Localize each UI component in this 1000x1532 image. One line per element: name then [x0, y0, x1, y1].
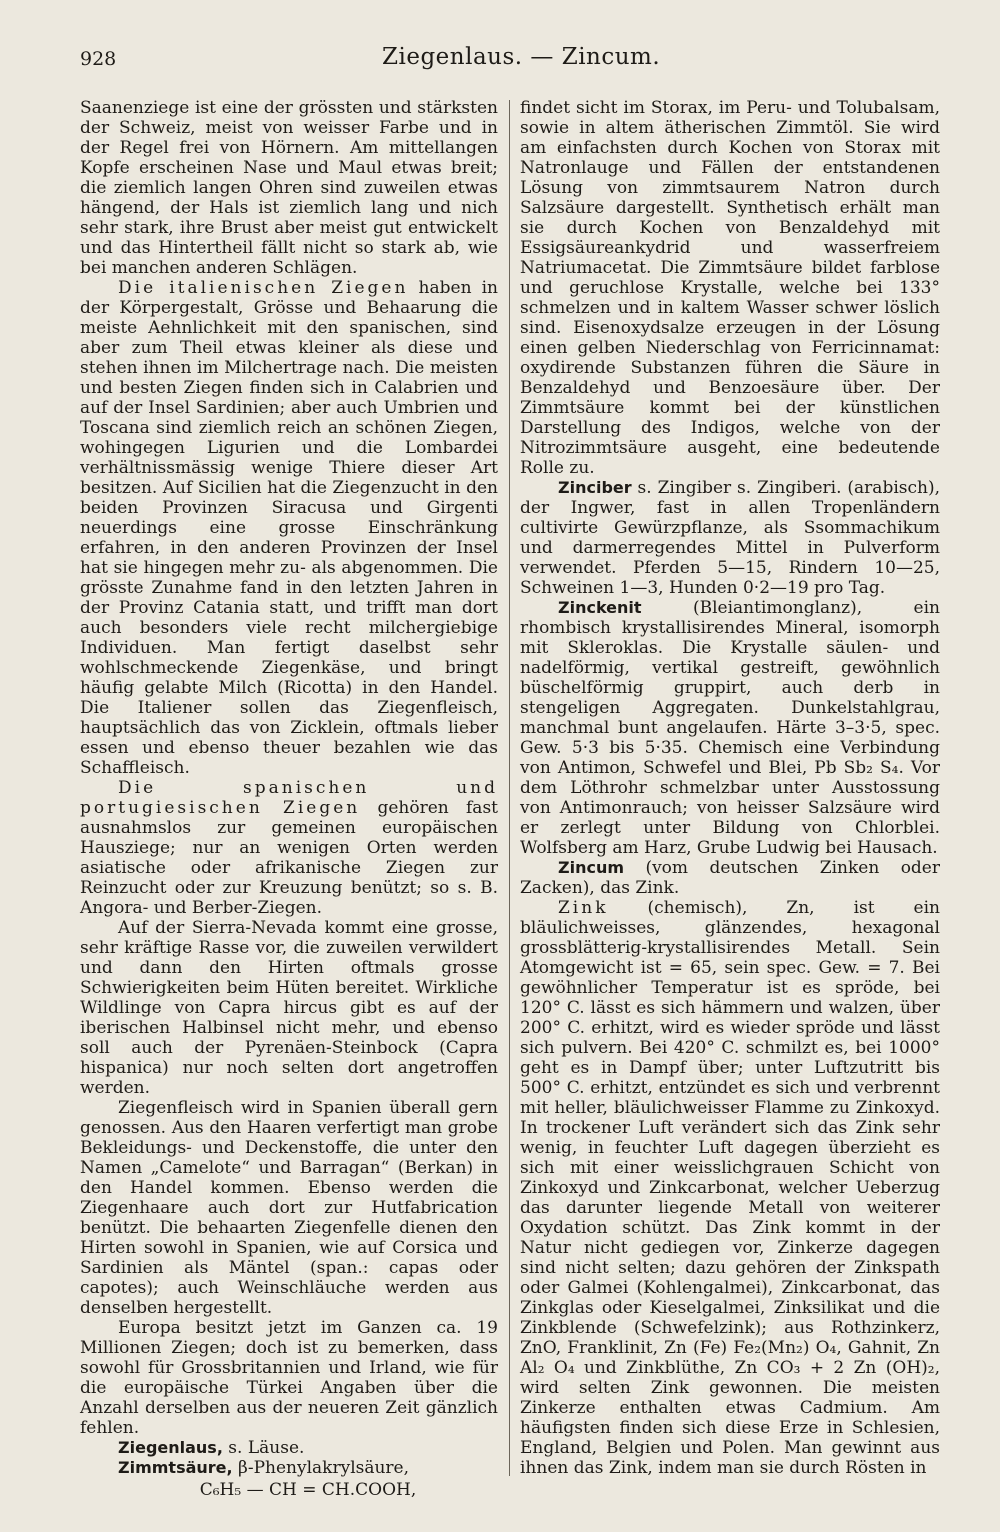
- paragraph-text: (chemisch), Zn, ist ein bläulichweisses, glänzendes, hexagonal grossblätterig-krystallisirendes Metall. Sein Atomgewicht ist = 65, sein spec. Gew. = 7. Bei gewöhnlicher Temperatur ist es spröde, bei 120° C. lässt es sich hämmern und walzen, über 200° C. erhitzt, wird es wieder spröde und lässt sich pulvern. Bei 420° C. schmilzt es, bei 1000° geht es in Dampf über; unter Luftzutritt bis 500° C. erhitzt, entzündet es sich und verbrennt mit heller, bläulichweisser Flamme zu Zinkoxyd. In trockener Luft verändert sich das Zink sehr wenig, in feuchter Luft dagegen überzieht es sich mit einer weisslichgrauen Schicht von Zinkoxyd und Zinkcarbonat, welcher Ueberzug das darunter liegende Metall von weiterer Oxydation schützt. Das Zink kommt in der Natur nicht gediegen vor, Zinkerze dagegen sind nicht selten; dazu gehören der Zinkspath oder Galmei (Kohlengalmei), Zinkcarbonat, das Zinkglas oder Kieselgalmei, Zinksilikat und die Zinkblende (Schwefelzink); aus Rothzinkerz, ZnO, Franklinit, Zn (Fe) Fe₂(Mn₂) O₄, Gahnit, Zn Al₂ O₄ und Zinkblüthe, Zn CO₃ + 2 Zn (OH)₂, wird selten Zink gewonnen. Die meisten Zinkerze enthalten etwas Cadmium. Am häufigsten finden sich diese Erze in Schlesien, England, Belgien und Polen. Man gewinnt aus ihnen das Zink, indem man sie durch Rösten in: [520, 898, 940, 1478]
- entry-zinckenit: [520, 598, 940, 858]
- column-divider: [509, 100, 510, 1476]
- paragraph-text: gehören fast ausnahmslos zur gemeinen europäischen Hausziege; nur an wenigen Orten werden asiatische oder afrikanische Ziegen zur Reinzucht oder zur Kreuzung benützt; so s. B. Angora- und Berber-Ziegen.: [80, 798, 498, 918]
- paragraph-goat-meat: Ziegenfleisch wird in Spanien überall gern genossen. Aus den Haaren verfertigt man grobe Bekleidungs- und Deckenstoffe, die unter den Namen „Camelote“ und Barragan“ (Berkan) in den Handel kommen. Ebenso werden die Ziegenhaare auch dort zur Hutfabrication benützt. Die behaarten Ziegenfelle dienen den Hirten sowohl in Spanien, wie auf Corsica und Sardinien als Mäntel (span.: capas oder capotes); auch Weinschläuche werden aus denselben hergestellt.: [80, 1098, 498, 1318]
- entry-text: β-Phenylakrylsäure,: [232, 1458, 410, 1478]
- chemical-formula: C₆H₅ — CH = CH.COOH,: [199, 1480, 417, 1500]
- page-number: 928: [80, 48, 117, 70]
- entry-text: (Bleiantimonglanz), ein rhombisch krystallisirendes Mineral, isomorph mit Skleroklas. Die Krystalle säulen- und nadelförmig, vertikal gestreift, gewöhnlich büschelförmig gruppirt, auch derb in stengeligen Aggregaten. Dunkelstahlgrau, manchmal bunt angelaufen. Härte 3–3·5, spec. Gew. 5·3 bis 5·35. Chemisch eine Verbindung von Antimon, Schwefel und Blei, Pb Sb₂ S₄. Vor dem Löthrohr schmelzbar unter Ausstossung von Antimonrauch; von heisser Salzsäure wird er zerlegt unter Bildung von Chlorblei. Wolfsberg am Harz, Grube Ludwig bei Hausach.: [520, 598, 940, 858]
- paragraph-saanenziege: Saanenziege ist eine der grössten und stärksten der Schweiz, meist von weisser Farbe und in der Regel frei von Hörnern. Am mittellangen Kopfe erscheinen Nase und Maul etwas breit; die ziemlich langen Ohren sind zuweilen etwas hängend, der Hals ist ziemlich lang und nich sehr stark, ihre Brust aber meist gut entwickelt und das Hintertheil fällt nicht so stark ab, wie bei manchen anderen Schlägen.: [80, 98, 498, 278]
- paragraph-sierra-nevada: Auf der Sierra-Nevada kommt eine grosse, sehr kräftige Rasse vor, die zuweilen verwildert und dann den Hirten oftmals grosse Schwierigkeiten beim Hüten bereitet. Wirkliche Wildlinge von Capra hircus gibt es auf der iberischen Halbinsel nicht mehr, und ebenso soll auch der Pyrenäen-Steinbock (Capra hispanica) nur noch selten dort angetroffen werden.: [80, 918, 498, 1098]
- spaced-heading: Die spanischen und portugiesischen Ziegen: [80, 778, 498, 818]
- entry-zincum: [520, 858, 940, 898]
- lemma-zinciber: Zinciber: [558, 478, 632, 497]
- lemma-ziegenlaus: Ziegenlaus,: [118, 1438, 223, 1457]
- paragraph-zimmtsaeure-cont: findet sicht im Storax, im Peru- und Tolubalsam, sowie in altem ätherischen Zimmtöl. Sie wird am einfachsten durch Kochen von Storax mit Natronlauge und Fällen der entstandenen Lösung von zimmtsaurem Natron durch Salzsäure dargestellt. Synthetisch erhält man sie durch Kochen von Benzaldehyd mit Essigsäureankydrid und wasserfreiem Natriumacetat. Die Zimmtsäure bildet farblose und geruchlose Krystalle, welche bei 133° schmelzen und in kaltem Wasser schwer löslich sind. Eisenoxydsalze erzeugen in der Lösung einen gelben Niederschlag von Ferricinnamat: oxydirende Substanzen führen die Säure in Benzaldehyd und Benzoesäure über. Der Zimmtsäure kommt bei der künstlichen Darstellung des Indigos, welche von der Nitrozimmtsäure ausgeht, eine bedeutende Rolle zu.: [520, 98, 940, 478]
- lemma-zinckenit: Zinckenit: [558, 598, 642, 617]
- entry-text: s. Zingiber s. Zingiberi. (arabisch), der Ingwer, fast in allen Tropenländern cultivirte Gewürzpflanze, als Ssommachikum und darmerregendes Mittel in Pulverform verwendet. Pferden 5—15, Rindern 10—25, Schweinen 1—3, Hunden 0·2—19 pro Tag.: [520, 478, 940, 598]
- entry-zimmtsaeure: [80, 1458, 498, 1500]
- paragraph-italian-goats: [80, 278, 498, 778]
- paragraph-europe-goats: Europa besitzt jetzt im Ganzen ca. 19 Millionen Ziegen; doch ist zu bemerken, dass sowohl für Grossbritannien und Irland, wie für die europäische Türkei Angaben über die Anzahl derselben aus der neueren Zeit gänzlich fehlen.: [80, 1318, 498, 1438]
- paragraph-zink: [520, 898, 940, 1478]
- left-column: [80, 98, 498, 1500]
- entry-text: (vom deutschen Zinken oder Zacken), das Zink.: [520, 858, 940, 898]
- running-head: Ziegenlaus. — Zincum.: [382, 44, 661, 70]
- lemma-zimmtsaeure: Zimmtsäure,: [118, 1458, 233, 1477]
- paragraph-text: haben in der Körpergestalt, Grösse und Behaarung die meiste Aehnlichkeit mit den spanischen, sind aber zum Theil etwas kleiner als diese und stehen ihnen im Milchertrage nach. Die meisten und besten Ziegen finden sich in Calabrien und auf der Insel Sardinien; aber auch Umbrien und Toscana sind ziemlich reich an schönen Ziegen, wohingegen Ligurien und die Lombardei verhältnissmässig wenige Thiere dieser Art besitzen. Auf Sicilien hat die Ziegenzucht in den beiden Provinzen Siracusa und Girgenti neuerdings eine grosse Einschränkung erfahren, in den anderen Provinzen der Insel hat sie hingegen mehr zu- als abgenommen. Die grösste Zunahme fand in den letzten Jahren in der Provinz Catania statt, und trifft man dort auch besonders viele recht milchergiebige Individuen. Man fertigt daselbst sehr wohlschmeckende Ziegenkäse, und bringt häufig gelabte Milch (Ricotta) in den Handel. Die Italiener sollen das Ziegenfleisch, hauptsächlich das von Zicklein, oftmals lieber essen und ebenso theuer bezahlen wie das Schaffleisch.: [80, 278, 498, 778]
- entry-zinciber: [520, 478, 940, 598]
- right-column: [520, 98, 940, 1478]
- page-header: [0, 44, 1000, 80]
- entry-ziegenlaus: [80, 1438, 498, 1458]
- entry-text: s. Läuse.: [222, 1438, 305, 1458]
- lemma-zincum: Zincum: [558, 858, 625, 877]
- spaced-heading: Die italienischen Ziegen: [118, 278, 409, 298]
- paragraph-spanish-goats: [80, 778, 498, 918]
- spaced-heading: Zink: [558, 898, 609, 918]
